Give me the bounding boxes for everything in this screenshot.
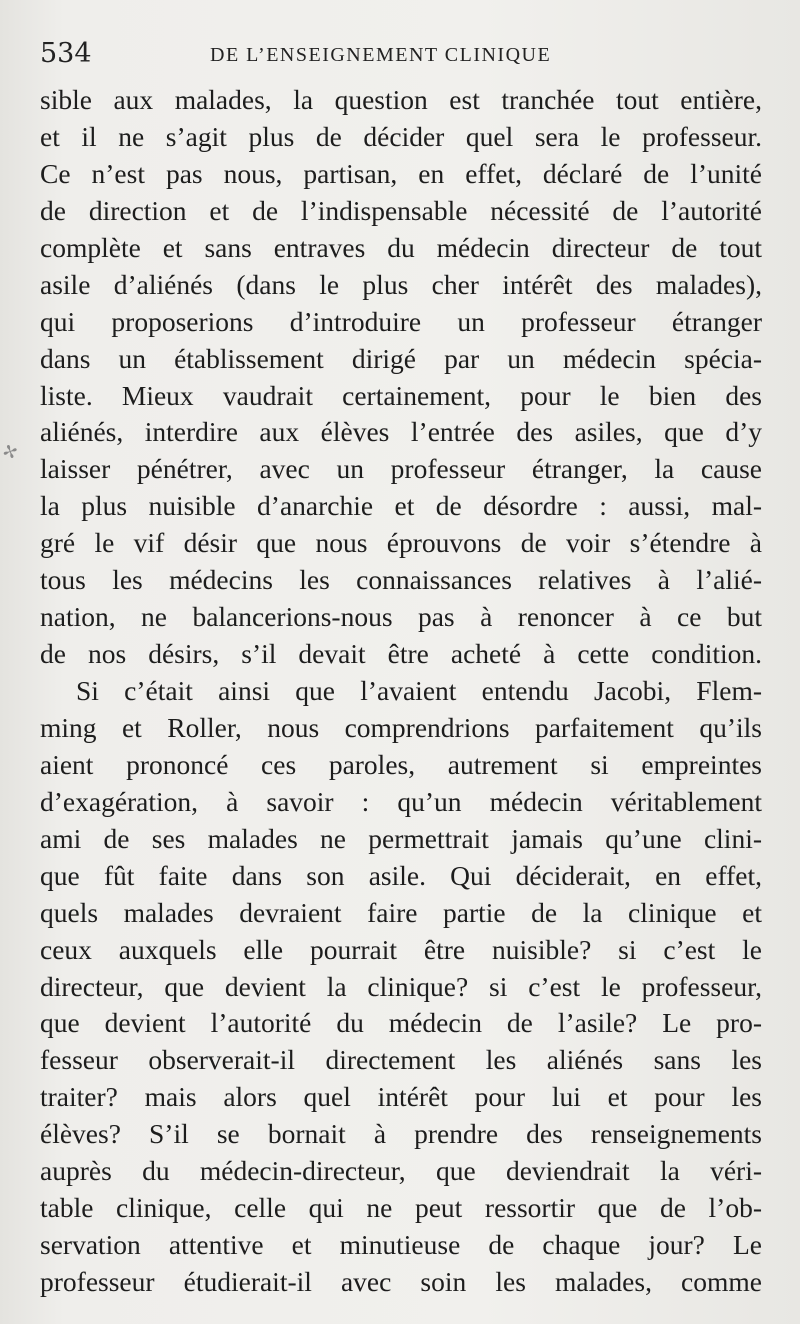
text-line: servation attentive et minutieuse de chaque jour? Le <box>40 1229 762 1261</box>
text-line: d’exagération, à savoir : qu’un médecin véritablement <box>40 785 762 817</box>
text-line: la plus nuisible d’anarchie et de désordre : aussi, mal- <box>40 490 762 522</box>
text-line: ming et Roller, nous comprendrions parfaitement qu’ils <box>40 711 762 743</box>
text-line: fesseur observerait-il directement les aliénés sans les <box>40 1044 762 1076</box>
text-line: aient prononcé ces paroles, autrement si empreintes <box>40 748 762 780</box>
text-line: nation, ne balancerions-nous pas à renoncer à ce but <box>40 601 762 633</box>
body-text <box>40 82 762 1301</box>
text-line: élèves? S’il se bornait à prendre des renseignements <box>40 1118 762 1150</box>
text-line: et il ne s’agit plus de décider quel sera le professeur. <box>40 120 762 152</box>
text-line: de direction et de l’indispensable nécessité de l’autorité <box>40 194 762 226</box>
text-line: qui proposerions d’introduire un professeur étranger <box>40 305 762 337</box>
text-line: laisser pénétrer, avec un professeur étranger, la cause <box>40 453 762 485</box>
text-line: quels malades devraient faire partie de la clinique et <box>40 896 762 928</box>
text-line: de nos désirs, s’il devait être acheté à cette condition. <box>40 638 762 670</box>
text-line: sible aux malades, la question est tranchée tout entière, <box>40 84 762 115</box>
text-line: que devient l’autorité du médecin de l’asile? Le pro- <box>40 1007 762 1039</box>
text-line: dans un établissement dirigé par un médecin spécia- <box>40 342 762 374</box>
paragraph-first-line: Si c’était ainsi que l’avaient entendu Jacobi, Flem- <box>76 675 762 706</box>
text-line: gré le vif désir que nous éprouvons de voir s’étendre à <box>40 527 762 559</box>
text-line: table clinique, celle qui ne peut ressortir que de l’ob- <box>40 1192 762 1224</box>
margin-annotation-mark: ✢ <box>0 440 22 465</box>
text-line: ami de ses malades ne permettrait jamais qu’une clini- <box>40 822 762 854</box>
text-line: professeur étudierait-il avec soin les malades, comme <box>40 1266 762 1297</box>
text-line: Ce n’est pas nous, partisan, en effet, déclaré de l’unité <box>40 157 762 189</box>
text-line: liste. Mieux vaudrait certainement, pour le bien des <box>40 379 762 411</box>
running-title: DE L’ENSEIGNEMENT CLINIQUE <box>210 44 552 66</box>
text-line: directeur, que devient la clinique? si c’est le professeur, <box>40 970 762 1002</box>
text-line: tous les médecins les connaissances relatives à l’alié- <box>40 564 762 596</box>
text-line: aliénés, interdire aux élèves l’entrée des asiles, que d’y <box>40 416 762 448</box>
text-line: ceux auxquels elle pourrait être nuisible? si c’est le <box>40 933 762 965</box>
page-number: 534 <box>40 38 92 69</box>
text-line: traiter? mais alors quel intérêt pour lui et pour les <box>40 1081 762 1113</box>
text-line: auprès du médecin-directeur, que deviendrait la véri- <box>40 1155 762 1187</box>
text-line: que fût faite dans son asile. Qui déciderait, en effet, <box>40 859 762 891</box>
text-line: complète et sans entraves du médecin directeur de tout <box>40 231 762 263</box>
page-header <box>40 36 762 72</box>
text-line: asile d’aliénés (dans le plus cher intérêt des malades), <box>40 268 762 300</box>
